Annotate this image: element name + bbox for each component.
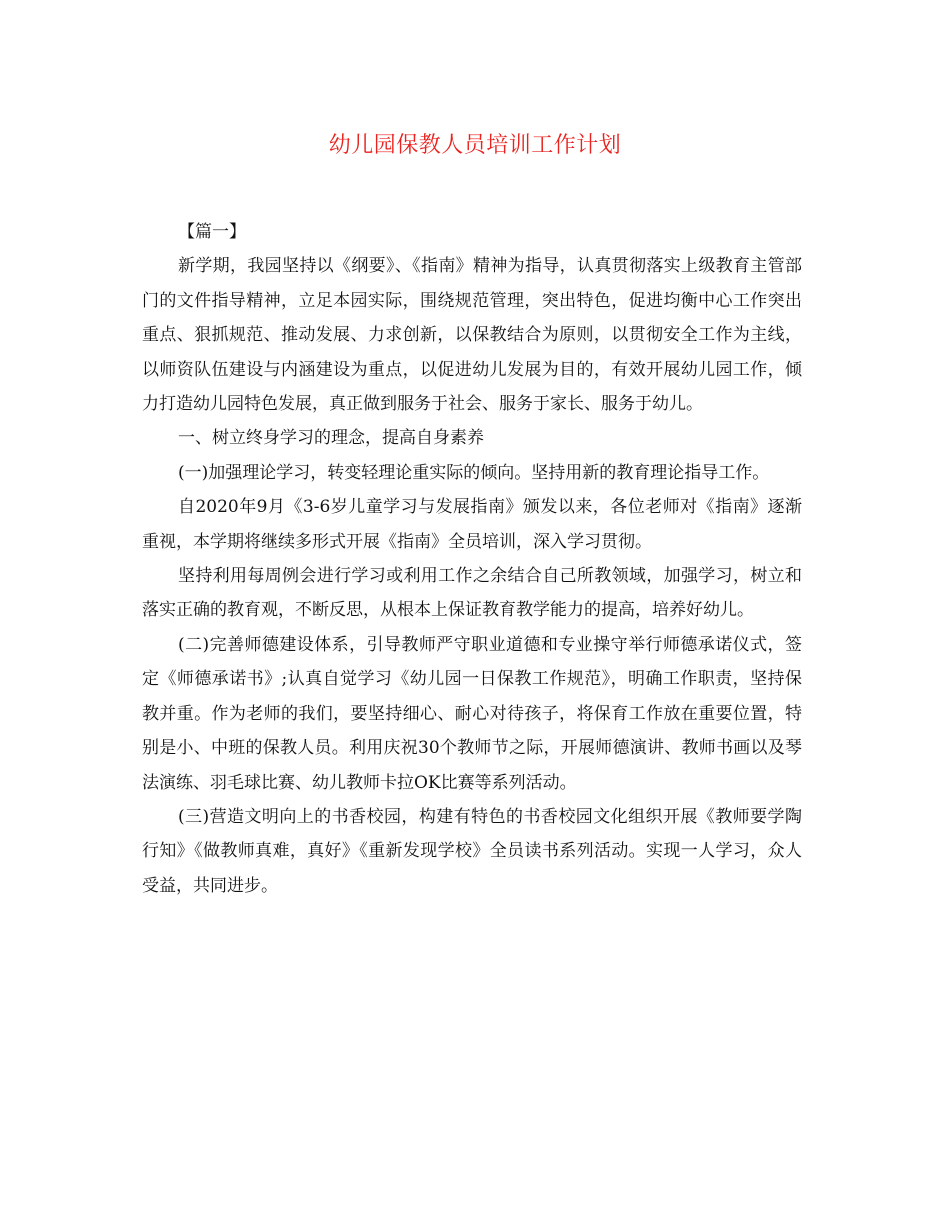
paragraph-guideline-training: 自2020年9月《3-6岁儿童学习与发展指南》颁发以来，各位老师对《指南》逐渐重视，本学期将继续多形式开展《指南》全员培训，深入学习贯彻。 — [142, 497, 802, 552]
section-heading-lifelong-learning: 一、树立终身学习的理念，提高自身素养 — [178, 428, 484, 449]
paragraph-weekly-meeting: 坚持利用每周例会进行学习或利用工作之余结合自己所教领域，加强学习，树立和落实正确的教育观，不断反思，从根本上保证教育教学能力的提高，培养好幼儿。 — [142, 566, 802, 621]
document-title: 幼儿园保教人员培训工作计划 — [328, 133, 622, 158]
paragraph-ethics-system: (二)完善师德建设体系，引导教师严守职业道德和专业操守举行师德承诺仪式，签定《师德承诺书》;认真自觉学习《幼儿园一日保教工作规范》，明确工作职责，坚持保教并重。作为老师的我们，要坚持细心、耐心对待孩子，将保育工作放在重要位置，特别是小、中班的保教人员。利用庆祝30个教师节之际，开展师德演讲、教师书画以及琴法演练、羽毛球比赛、幼儿教师卡拉OK比赛等系列活动。 — [142, 634, 802, 793]
document-body — [142, 215, 802, 903]
paragraph-intro: 新学期，我园坚持以《纲要》、《指南》精神为指导，认真贯彻落实上级教育主管部门的文件指导精神，立足本园实际，围绕规范管理，突出特色，促进均衡中心工作突出重点、狠抓规范、推动发展、力求创新，以保教结合为原则，以贯彻安全工作为主线，以师资队伍建设与内涵建设为重点，以促进幼儿发展为目的，有效开展幼儿园工作，倾力打造幼儿园特色发展，真正做到服务于社会、服务于家长、服务于幼儿。 — [142, 256, 802, 415]
paragraph-theory-study: (一)加强理论学习，转变轻理论重实际的倾向。坚持用新的教育理论指导工作。 — [178, 462, 770, 483]
section-heading-part-one: 【篇一】 — [178, 222, 246, 242]
paragraph-reading-campus: (三)营造文明向上的书香校园，构建有特色的书香校园文化组织开展《教师要学陶行知》《做教师真难，真好》《重新发现学校》全员读书系列活动。实现一人学习，众人受益，共同进步。 — [142, 806, 802, 896]
